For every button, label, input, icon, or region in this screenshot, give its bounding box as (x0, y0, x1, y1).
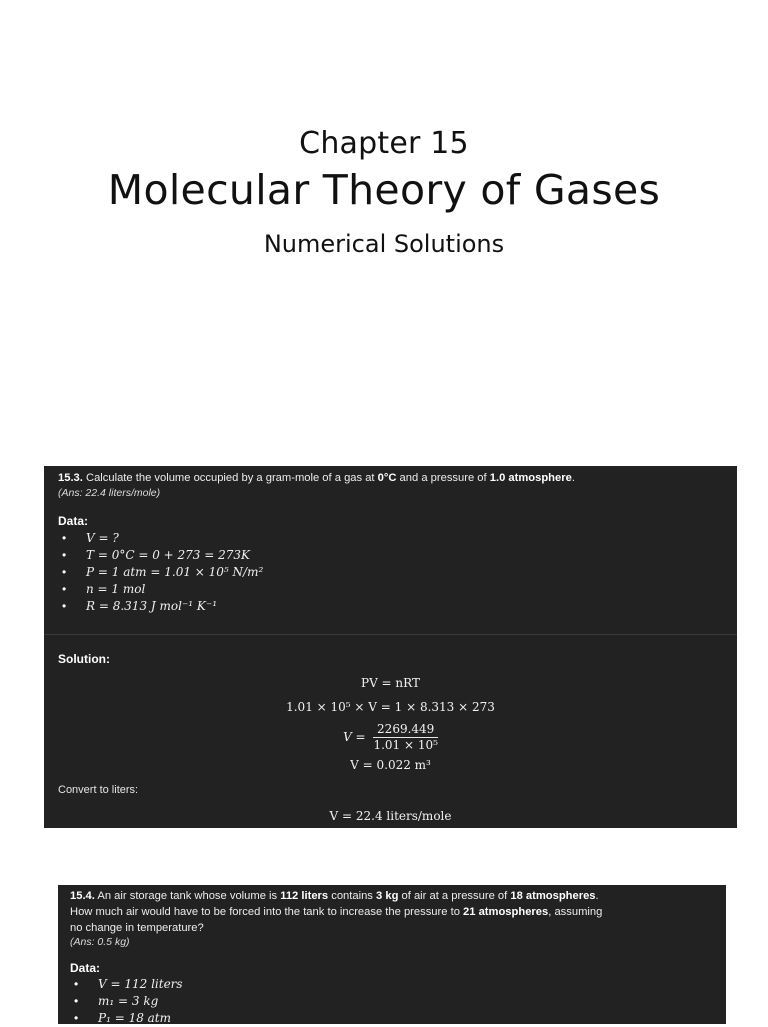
question-text: Calculate the volume occupied by a gram-mole of a gas at (86, 472, 378, 484)
temperature-value: 0°C (377, 472, 397, 484)
solution-heading: Solution: (58, 652, 110, 666)
fraction-numerator: 2269.449 (373, 722, 437, 738)
pressure-value: 18 atmospheres (510, 890, 596, 902)
data-item: • m₁ = 3 kg (70, 993, 183, 1010)
fraction-lhs: V = (343, 730, 366, 744)
problem-15-4-question (70, 888, 720, 936)
problem-15-4-panel (58, 885, 726, 1024)
question-text: . (595, 890, 599, 902)
problem-number: 15.3. (58, 472, 83, 484)
fraction-denominator: 1.01 × 10⁵ (373, 738, 438, 752)
question-text: An air storage tank whose volume is (97, 890, 281, 902)
question-text: contains (328, 890, 377, 902)
data-item: • P₁ = 18 atm (70, 1010, 183, 1027)
page-subtitle: Numerical Solutions (263, 230, 505, 258)
data-item: • V = ? (58, 530, 263, 547)
data-item: • V = 112 liters (70, 976, 183, 993)
volume-value: 112 liters (280, 890, 329, 902)
page-title: Molecular Theory of Gases (107, 166, 661, 214)
problem-15-3-panel (44, 466, 737, 828)
divider (44, 634, 737, 635)
data-item: • n = 1 mol (58, 581, 263, 598)
problem-15-3-answer: (Ans: 22.4 liters/mole) (58, 487, 161, 499)
convert-text: Convert to liters: (58, 784, 139, 796)
data-item: • T = 0°C = 0 + 273 = 273K (58, 547, 263, 564)
data-list (70, 976, 183, 1027)
equation-substitution: 1.01 × 10⁵ × V = 1 × 8.313 × 273 (286, 700, 495, 714)
equation-ideal-gas: PV = nRT (361, 676, 420, 690)
problem-15-3-question (58, 470, 728, 486)
problem-15-4-answer: (Ans: 0.5 kg) (70, 936, 130, 948)
question-text: and a pressure of (396, 472, 490, 484)
problem-number: 15.4. (70, 890, 95, 902)
pressure-value: 21 atmospheres (463, 906, 549, 918)
data-item: • R = 8.313 J mol⁻¹ K⁻¹ (58, 598, 263, 615)
mass-value: 3 kg (376, 890, 399, 902)
data-heading: Data: (58, 514, 89, 528)
pressure-value: 1.0 atmosphere (489, 472, 572, 484)
question-text: How much air would have to be forced into the tank to increase the pressure to (70, 906, 464, 918)
fraction (373, 722, 437, 753)
equation-volume-liters: V = 22.4 liters/mole (329, 809, 452, 823)
data-list (58, 530, 263, 615)
question-text: . (571, 472, 575, 484)
question-text: of air at a pressure of (398, 890, 511, 902)
question-text: no change in temperature? (70, 922, 204, 934)
equation-volume-m3: V = 0.022 m³ (350, 758, 431, 772)
data-heading: Data: (70, 961, 101, 975)
equation-fraction (44, 722, 737, 753)
chapter-label: Chapter 15 (299, 126, 469, 161)
question-text: , assuming (548, 906, 603, 918)
data-item: • P = 1 atm = 1.01 × 10⁵ N/m² (58, 564, 263, 581)
